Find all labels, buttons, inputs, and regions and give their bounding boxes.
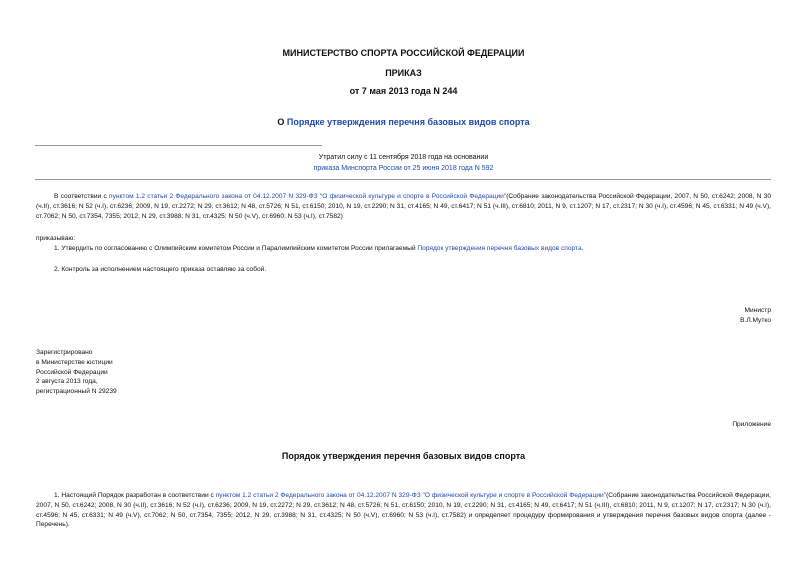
- title-link[interactable]: Порядке утверждения перечня базовых видов спорта: [286, 117, 530, 127]
- registration-line: Российской Федерации: [36, 368, 108, 376]
- appendix-title: Порядок утверждения перечня базовых видов спорта: [281, 451, 526, 461]
- registration-line: в Министерстве юстиции: [36, 358, 113, 366]
- ministry-heading: МИНИСТЕРСТВО СПОРТА РОССИЙСКОЙ ФЕДЕРАЦИИ: [282, 48, 525, 58]
- registration-line: 2 августа 2013 года,: [36, 378, 98, 386]
- divider-long: [35, 179, 771, 180]
- appendix-p1-lead: 1. Настоящий Порядок разработан в соответствии с: [54, 492, 216, 499]
- registration-line: Зарегистрировано: [36, 349, 93, 356]
- appendix-paragraph-1: [36, 491, 771, 530]
- document-title: [0, 117, 807, 127]
- preamble-law-link[interactable]: пунктом 1.2 статьи 2 Федерального закона от 04.12.2007 N 329-ФЗ "О физической культуре и спорте в Российской Федерации": [109, 193, 507, 200]
- status-link-line: [0, 164, 807, 174]
- appendix-label: Приложение: [732, 421, 771, 428]
- preamble-paragraph: [36, 192, 771, 221]
- appendix-p1-law-link[interactable]: пунктом 1.2 статьи 2 Федерального закона от 04.12.2007 N 329-ФЗ "О физической культуре и спорте в Российской Федерации": [215, 492, 607, 499]
- order-word: приказываю:: [36, 235, 76, 242]
- doc-type-heading: ПРИКАЗ: [385, 68, 422, 78]
- item-1: [36, 244, 771, 254]
- signature-name: В.Л.Мутко: [740, 317, 771, 324]
- date-number-heading: от 7 мая 2013 года N 244: [349, 86, 458, 96]
- title-prefix: О: [277, 117, 287, 127]
- item-2: 2. Контроль за исполнением настоящего приказа оставляю за собой.: [54, 266, 267, 273]
- item-1-link[interactable]: Порядок утверждения перечня базовых видов спорта: [417, 245, 582, 252]
- preamble-lead: В соответствии с: [54, 193, 110, 200]
- appendix-p1-rest: (Собрание законодательства Российской Федерации, 2007, N 50, ст.6242; 2008, N 30 (ч.II), ст.3616; N 52 (ч.I), ст.6236; 2009, N 19, ст.2272; N 29, ст.3612; N 48, ст.5726; N 51, ст.6150; 2010, N 19, ст.2290; N 31, ст.4165; N 49, ст.6417; N 51 (ч.III), ст.6810; 2011, N 9, ст.1207; N 17, ст.2317; N 30 (ч.I), ст.4596; N 45, ст.6331; N 49 (ч.V), ст.7062; N 50, ст.7354, 7355; 2012, N 29, ст.3988; N 31, ст.4325; N 50 (ч.V), ст.6960; N 53 (ч.I), ст.7582) и определяет процедуру формирования и утверждения перечня базовых видов спорта (далее - Перечень).: [36, 492, 771, 529]
- item-1-text: 1. Утвердить по согласованию с Олимпийским комитетом России и Паралимпийским комитетом России прилагаемый: [54, 245, 418, 252]
- registration-line: регистрационный N 29239: [36, 388, 117, 396]
- status-line: Утратил силу с 11 сентября 2018 года на основании: [318, 154, 489, 161]
- divider-short: [35, 145, 322, 146]
- registration-block: [36, 348, 117, 397]
- item-1-end: .: [581, 245, 584, 252]
- preamble-rest: (Собрание законодательства Российской Федерации, 2007, N 50, ст.6242; 2008, N 30 (ч.II), ст.3616; N 52 (ч.I), ст.6236; 2009, N 19, ст.2272; N 29, ст.3612; N 48, ст.5726; N 51, ст.6150; 2010, N 19, ст.2290; N 31, ст.4165; N 49, ст.6417; N 51 (ч.III), ст.6810; 2011, N 9, ст.1207; N 17, ст.2317; N 30 (ч.I), ст.4596; N 45, ст.6331; N 49 (ч.V), ст.7062; N 50, ст.7354, 7355; 2012, N 29, ст.3988; N 31, ст.4325; N 50 (ч.V), ст.6960; N 53 (ч.I), ст.7582): [36, 193, 771, 220]
- signature-position: Министр: [744, 307, 771, 314]
- status-link[interactable]: приказа Минспорта России от 25 июня 2018 года N 592: [313, 165, 494, 172]
